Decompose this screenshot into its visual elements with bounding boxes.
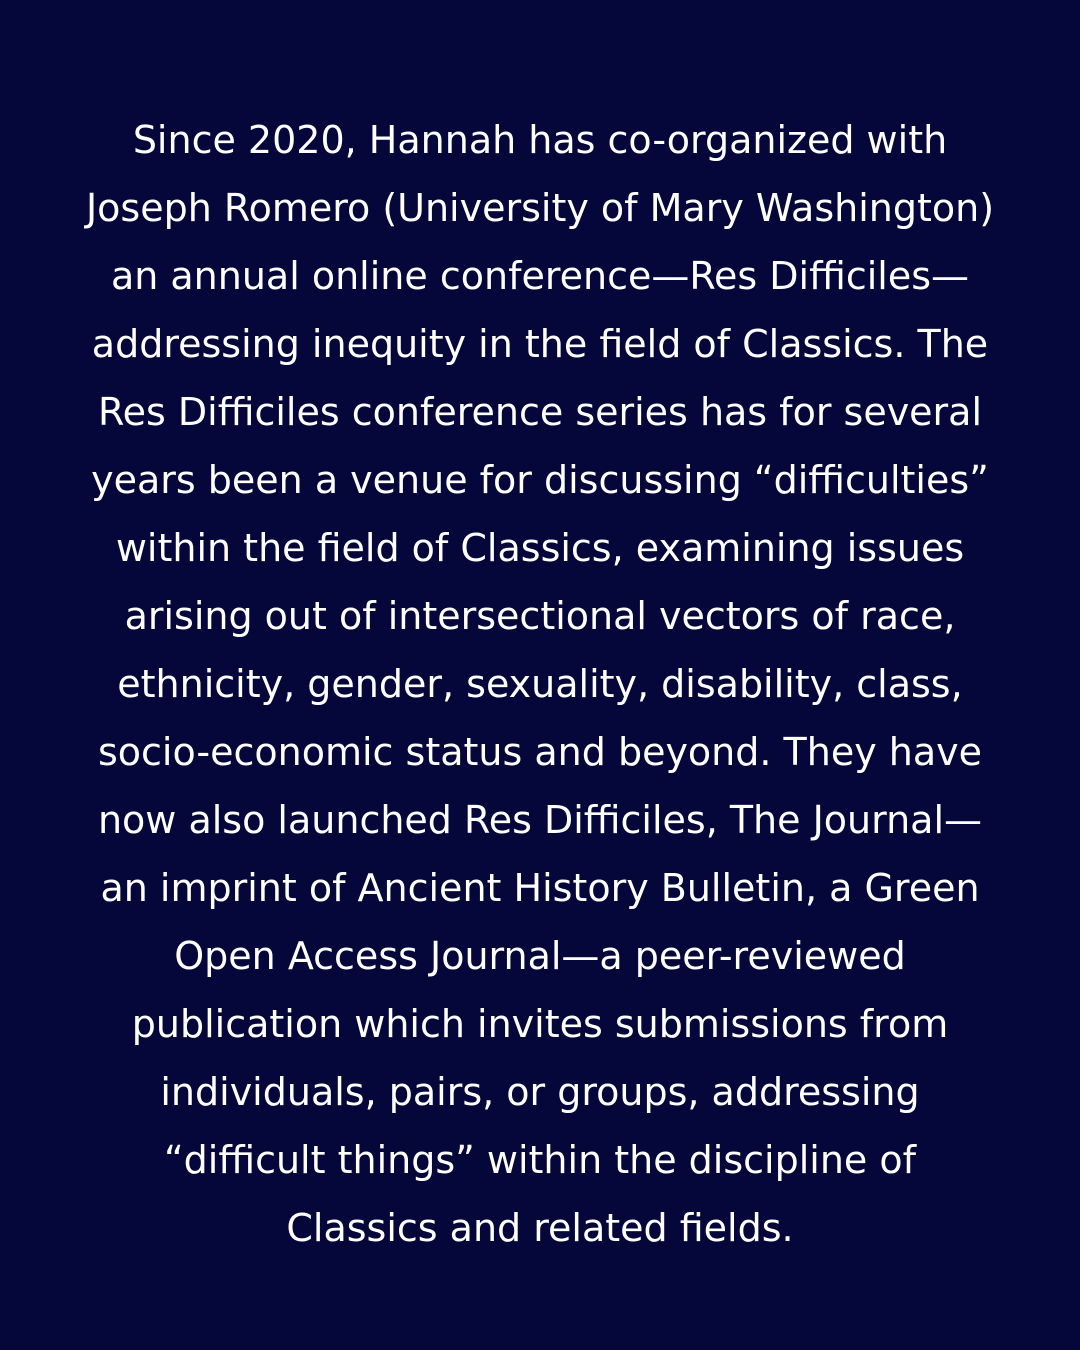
paragraph-line: Since 2020, Hannah has co-organized with	[132, 118, 948, 162]
paragraph-line: arising out of intersectional vectors of race,	[124, 594, 956, 638]
paragraph-line: Joseph Romero (University of Mary Washington)	[85, 186, 995, 230]
paragraph-line: within the field of Classics, examining issues	[115, 526, 965, 570]
paragraph-line: publication which invites submissions from	[131, 1002, 949, 1046]
paragraph-line: “difficult things” within the discipline of	[163, 1138, 917, 1182]
paragraph-line: individuals, pairs, or groups, addressing	[160, 1070, 920, 1114]
paragraph-line: Res Difficiles conference series has for several	[97, 390, 983, 434]
paragraph-line: an imprint of Ancient History Bulletin, a Green	[100, 866, 980, 910]
paragraph-line: ethnicity, gender, sexuality, disability, class,	[117, 662, 963, 706]
paragraph-line: years been a venue for discussing “difficulties”	[91, 458, 989, 502]
paragraph-line: Open Access Journal—a peer-reviewed	[174, 934, 906, 978]
paragraph-line: now also launched Res Difficiles, The Journal—	[97, 798, 983, 842]
paragraph-line: socio-economic status and beyond. They have	[97, 730, 983, 774]
paragraph-line: an annual online conference—Res Difficiles—	[110, 254, 970, 298]
body-paragraph	[0, 106, 1080, 1262]
paragraph-line: addressing inequity in the field of Classics. The	[91, 322, 989, 366]
paragraph-line: Classics and related fields.	[286, 1206, 794, 1250]
